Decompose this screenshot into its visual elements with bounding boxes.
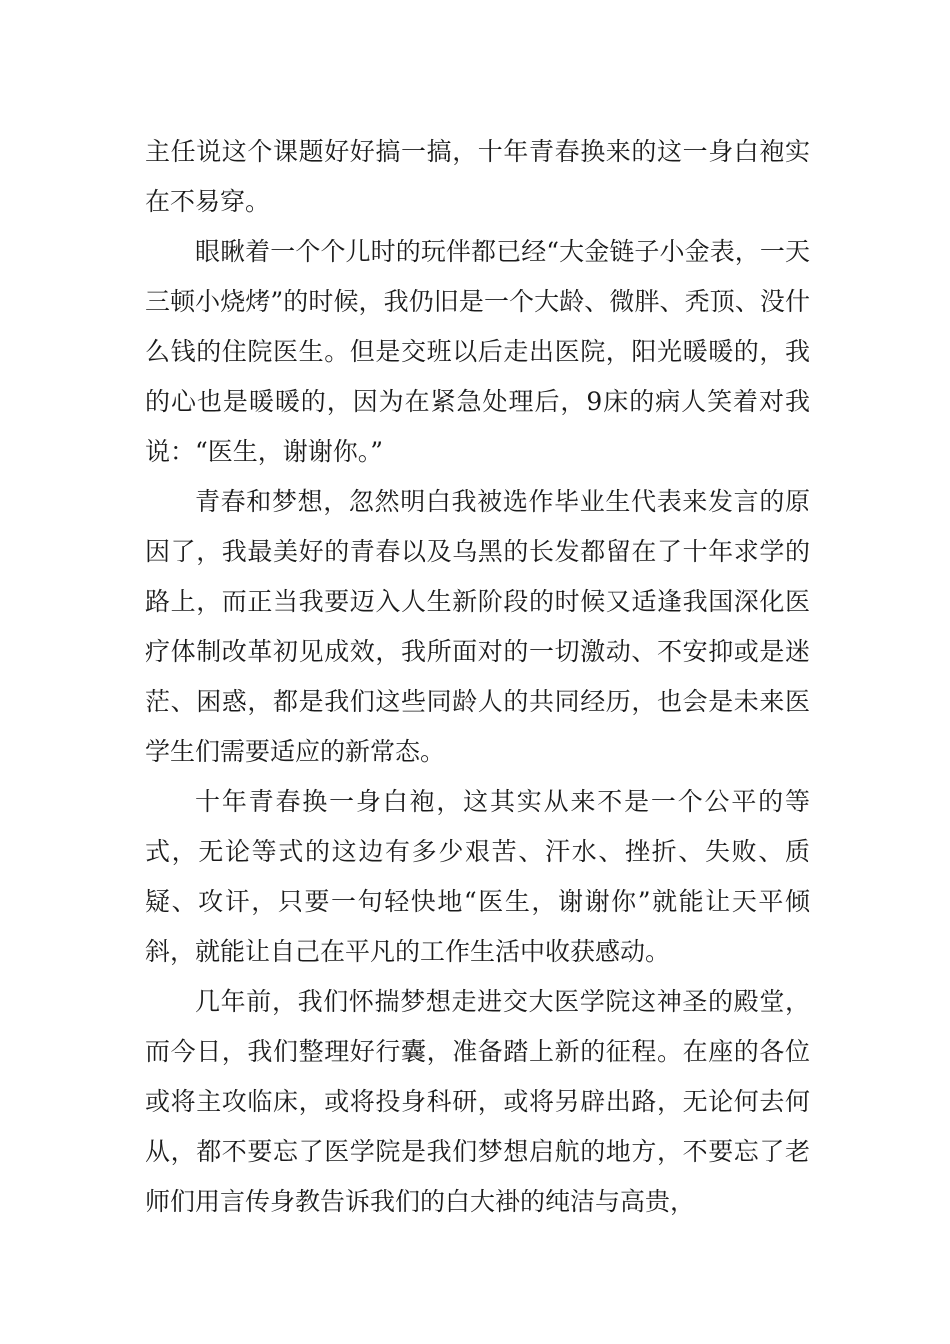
paragraph: 青春和梦想，忽然明白我被选作毕业生代表来发言的原因了，我最美好的青春以及乌黑的长发都留在了十年求学的路上，而正当我要迈入人生新阶段的时候又适逢我国深化医疗体制改革初见成效，我所面对的一切激动、不安抑或是迷茫、困惑，都是我们这些同龄人的共同经历，也会是未来医学生们需要适应的新常态。	[145, 487, 810, 766]
paragraph: 十年青春换一身白袍，这其实从来不是一个公平的等式，无论等式的这边有多少艰苦、汗水、挫折、失败、质疑、攻讦，只要一句轻快地“医生，谢谢你”就能让天平倾斜，就能让自己在平凡的工作生活中收获感动。	[145, 787, 810, 966]
paragraph-continued: 主任说这个课题好好搞一搞，十年青春换来的这一身白袍实在不易穿。	[145, 137, 810, 216]
paragraph: 眼瞅着一个个儿时的玩伴都已经“大金链子小金表，一天三顿小烧烤”的时候，我仍旧是一个大龄、微胖、秃顶、没什么钱的住院医生。但是交班以后走出医院，阳光暖暖的，我的心也是暖暖的，因为在紧急处理后，9床的病人笑着对我说：“医生，谢谢你。”	[145, 237, 810, 466]
paragraph: 几年前，我们怀揣梦想走进交大医学院这神圣的殿堂，而今日，我们整理好行囊，准备踏上新的征程。在座的各位或将主攻临床，或将投身科研，或将另辟出路，无论何去何从，都不要忘了医学院是我们梦想启航的地方，不要忘了老师们用言传身教告诉我们的白大褂的纯洁与高贵，	[145, 987, 810, 1216]
document-body	[145, 127, 810, 1227]
